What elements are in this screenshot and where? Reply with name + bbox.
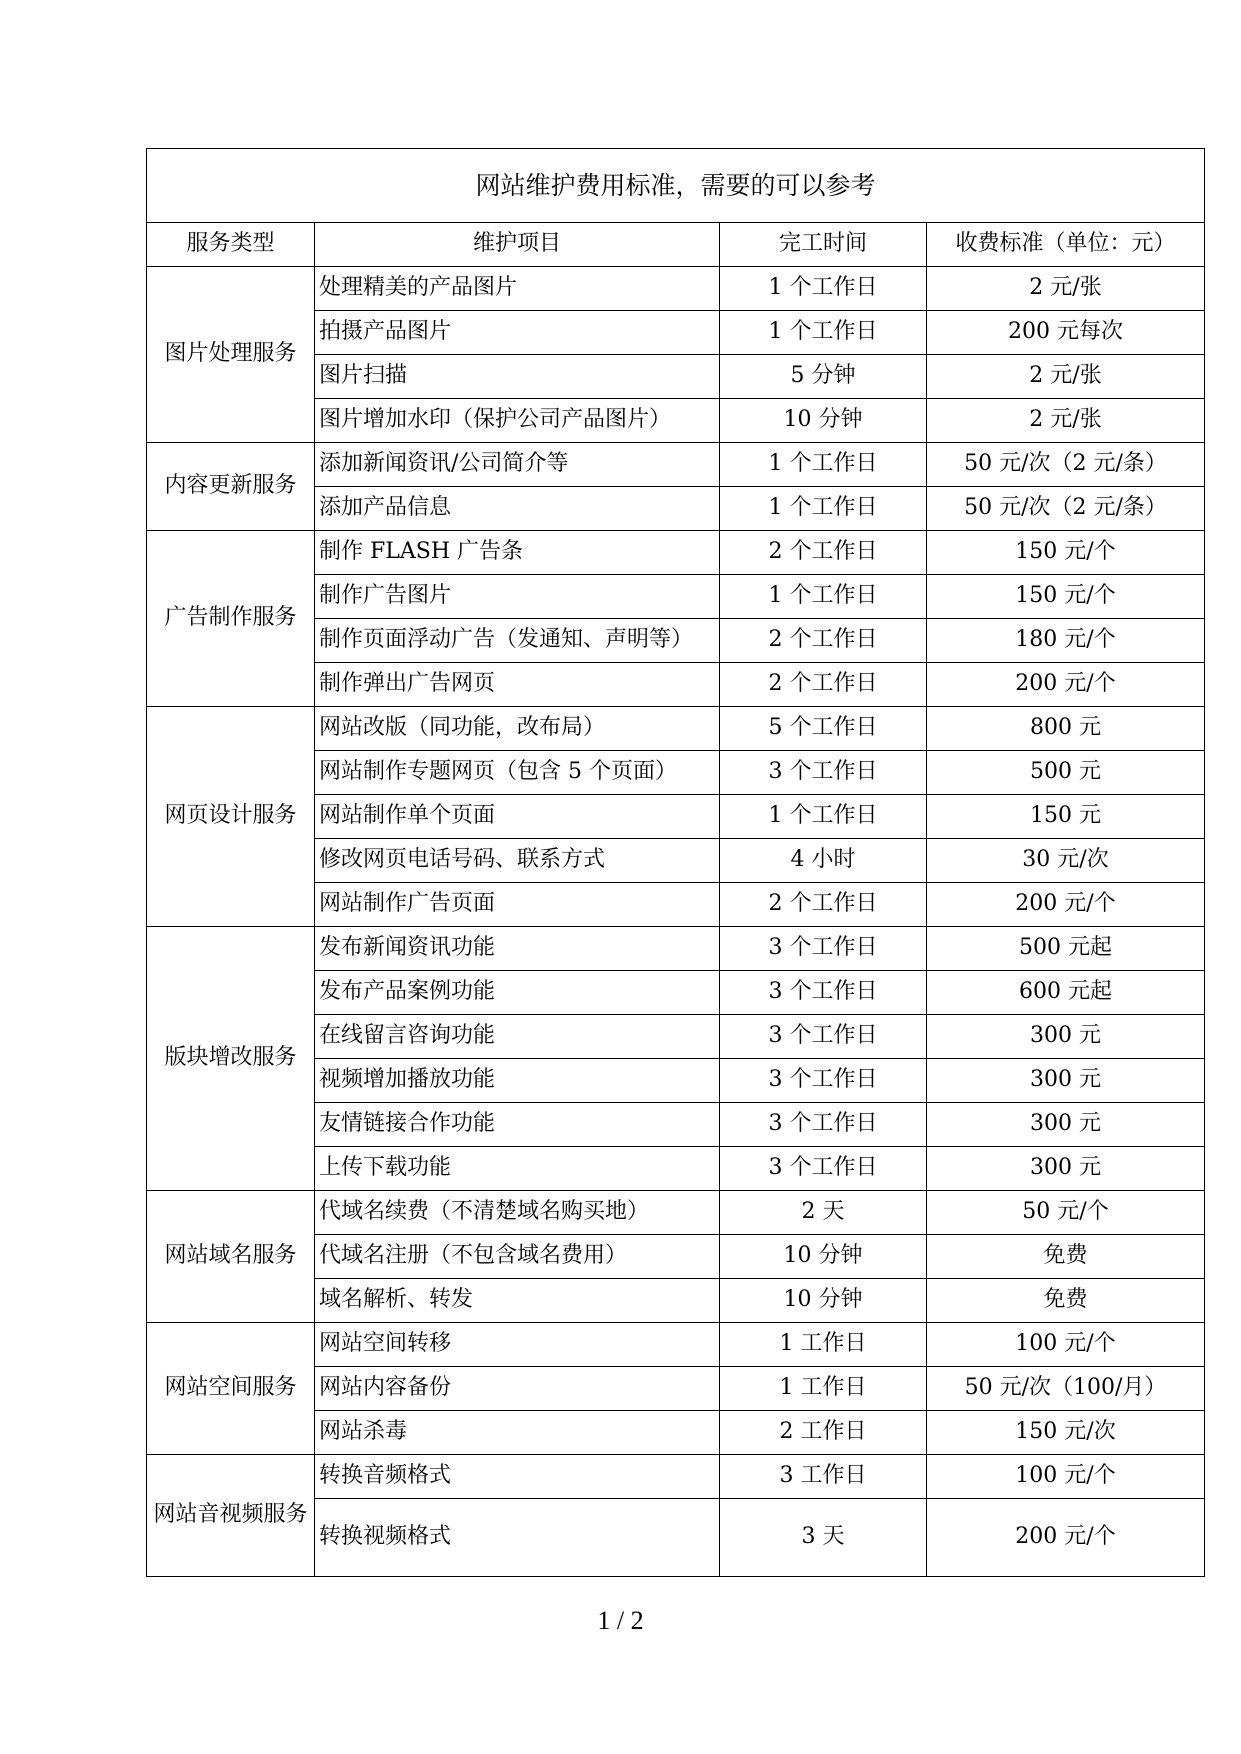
service-category-cell: 图片处理服务 <box>147 267 315 443</box>
maintenance-item-cell: 添加新闻资讯/公司简介等 <box>315 443 720 487</box>
fee-cell: 50 元/个 <box>927 1191 1205 1235</box>
header-service-type: 服务类型 <box>147 223 315 267</box>
fee-cell: 30 元/次 <box>927 839 1205 883</box>
fee-cell: 180 元/个 <box>927 619 1205 663</box>
completion-time-cell: 3 个工作日 <box>720 927 927 971</box>
completion-time-cell: 10 分钟 <box>720 1279 927 1323</box>
maintenance-item-cell: 制作弹出广告网页 <box>315 663 720 707</box>
completion-time-cell: 3 个工作日 <box>720 751 927 795</box>
fee-cell: 600 元起 <box>927 971 1205 1015</box>
maintenance-item-cell: 网站杀毒 <box>315 1411 720 1455</box>
service-category-cell: 网站域名服务 <box>147 1191 315 1323</box>
fee-cell: 免费 <box>927 1279 1205 1323</box>
table-row <box>147 531 1205 575</box>
fee-cell: 150 元/个 <box>927 575 1205 619</box>
maintenance-item-cell: 图片增加水印（保护公司产品图片） <box>315 399 720 443</box>
fee-cell: 300 元 <box>927 1059 1205 1103</box>
completion-time-cell: 4 小时 <box>720 839 927 883</box>
fee-cell: 200 元/个 <box>927 883 1205 927</box>
completion-time-cell: 5 个工作日 <box>720 707 927 751</box>
fee-cell: 150 元/个 <box>927 531 1205 575</box>
fee-cell: 800 元 <box>927 707 1205 751</box>
header-fee-standard: 收费标准（单位：元） <box>927 223 1205 267</box>
table-row <box>147 1191 1205 1235</box>
table-row <box>147 443 1205 487</box>
completion-time-cell: 2 个工作日 <box>720 883 927 927</box>
fee-cell: 2 元/张 <box>927 399 1205 443</box>
maintenance-item-cell: 网站改版（同功能，改布局） <box>315 707 720 751</box>
maintenance-item-cell: 添加产品信息 <box>315 487 720 531</box>
completion-time-cell: 1 个工作日 <box>720 795 927 839</box>
maintenance-item-cell: 转换视频格式 <box>315 1499 720 1577</box>
fee-cell: 200 元/个 <box>927 663 1205 707</box>
completion-time-cell: 1 个工作日 <box>720 443 927 487</box>
fee-cell: 150 元 <box>927 795 1205 839</box>
fee-cell: 150 元/次 <box>927 1411 1205 1455</box>
completion-time-cell: 1 个工作日 <box>720 575 927 619</box>
completion-time-cell: 5 分钟 <box>720 355 927 399</box>
completion-time-cell: 3 天 <box>720 1499 927 1577</box>
fee-cell: 50 元/次（100/月） <box>927 1367 1205 1411</box>
maintenance-item-cell: 网站制作广告页面 <box>315 883 720 927</box>
service-category-cell: 网页设计服务 <box>147 707 315 927</box>
fee-cell: 200 元每次 <box>927 311 1205 355</box>
fee-cell: 300 元 <box>927 1103 1205 1147</box>
completion-time-cell: 3 个工作日 <box>720 1015 927 1059</box>
table-title: 网站维护费用标准，需要的可以参考 <box>147 149 1205 223</box>
maintenance-item-cell: 视频增加播放功能 <box>315 1059 720 1103</box>
maintenance-item-cell: 网站内容备份 <box>315 1367 720 1411</box>
header-row <box>147 223 1205 267</box>
fee-cell: 免费 <box>927 1235 1205 1279</box>
fee-cell: 2 元/张 <box>927 267 1205 311</box>
fee-cell: 50 元/次（2 元/条） <box>927 487 1205 531</box>
completion-time-cell: 3 工作日 <box>720 1455 927 1499</box>
maintenance-item-cell: 在线留言咨询功能 <box>315 1015 720 1059</box>
completion-time-cell: 3 个工作日 <box>720 1147 927 1191</box>
completion-time-cell: 2 天 <box>720 1191 927 1235</box>
maintenance-item-cell: 发布新闻资讯功能 <box>315 927 720 971</box>
table-row <box>147 707 1205 751</box>
completion-time-cell: 1 个工作日 <box>720 311 927 355</box>
fee-cell: 100 元/个 <box>927 1455 1205 1499</box>
completion-time-cell: 2 个工作日 <box>720 619 927 663</box>
completion-time-cell: 2 工作日 <box>720 1411 927 1455</box>
maintenance-item-cell: 代域名注册（不包含域名费用） <box>315 1235 720 1279</box>
completion-time-cell: 1 工作日 <box>720 1367 927 1411</box>
maintenance-item-cell: 网站制作专题网页（包含 5 个页面） <box>315 751 720 795</box>
maintenance-item-cell: 代域名续费（不清楚域名购买地） <box>315 1191 720 1235</box>
completion-time-cell: 1 个工作日 <box>720 487 927 531</box>
fee-table-body <box>147 149 1205 1577</box>
completion-time-cell: 2 个工作日 <box>720 531 927 575</box>
title-row <box>147 149 1205 223</box>
service-category-cell: 网站音视频服务 <box>147 1455 315 1577</box>
service-category-cell: 内容更新服务 <box>147 443 315 531</box>
completion-time-cell: 1 个工作日 <box>720 267 927 311</box>
completion-time-cell: 3 个工作日 <box>720 971 927 1015</box>
maintenance-item-cell: 图片扫描 <box>315 355 720 399</box>
table-row <box>147 1323 1205 1367</box>
completion-time-cell: 10 分钟 <box>720 1235 927 1279</box>
completion-time-cell: 3 个工作日 <box>720 1103 927 1147</box>
fee-cell: 300 元 <box>927 1147 1205 1191</box>
fee-table <box>146 148 1205 1577</box>
fee-cell: 100 元/个 <box>927 1323 1205 1367</box>
maintenance-item-cell: 拍摄产品图片 <box>315 311 720 355</box>
service-category-cell: 广告制作服务 <box>147 531 315 707</box>
completion-time-cell: 10 分钟 <box>720 399 927 443</box>
fee-cell: 500 元 <box>927 751 1205 795</box>
fee-cell: 300 元 <box>927 1015 1205 1059</box>
maintenance-item-cell: 友情链接合作功能 <box>315 1103 720 1147</box>
maintenance-item-cell: 制作页面浮动广告（发通知、声明等） <box>315 619 720 663</box>
page-number: 1 / 2 <box>597 1606 644 1635</box>
table-row <box>147 927 1205 971</box>
fee-cell: 50 元/次（2 元/条） <box>927 443 1205 487</box>
maintenance-item-cell: 网站制作单个页面 <box>315 795 720 839</box>
maintenance-item-cell: 转换音频格式 <box>315 1455 720 1499</box>
header-maintenance-item: 维护项目 <box>315 223 720 267</box>
fee-cell: 200 元/个 <box>927 1499 1205 1577</box>
fee-cell: 500 元起 <box>927 927 1205 971</box>
completion-time-cell: 3 个工作日 <box>720 1059 927 1103</box>
completion-time-cell: 2 个工作日 <box>720 663 927 707</box>
maintenance-item-cell: 制作广告图片 <box>315 575 720 619</box>
table-row <box>147 1455 1205 1499</box>
completion-time-cell: 1 工作日 <box>720 1323 927 1367</box>
table-row <box>147 267 1205 311</box>
maintenance-item-cell: 发布产品案例功能 <box>315 971 720 1015</box>
maintenance-item-cell: 域名解析、转发 <box>315 1279 720 1323</box>
fee-cell: 2 元/张 <box>927 355 1205 399</box>
header-completion-time: 完工时间 <box>720 223 927 267</box>
maintenance-item-cell: 修改网页电话号码、联系方式 <box>315 839 720 883</box>
service-category-cell: 网站空间服务 <box>147 1323 315 1455</box>
maintenance-item-cell: 制作 FLASH 广告条 <box>315 531 720 575</box>
maintenance-item-cell: 处理精美的产品图片 <box>315 267 720 311</box>
maintenance-item-cell: 上传下载功能 <box>315 1147 720 1191</box>
service-category-cell: 版块增改服务 <box>147 927 315 1191</box>
maintenance-item-cell: 网站空间转移 <box>315 1323 720 1367</box>
